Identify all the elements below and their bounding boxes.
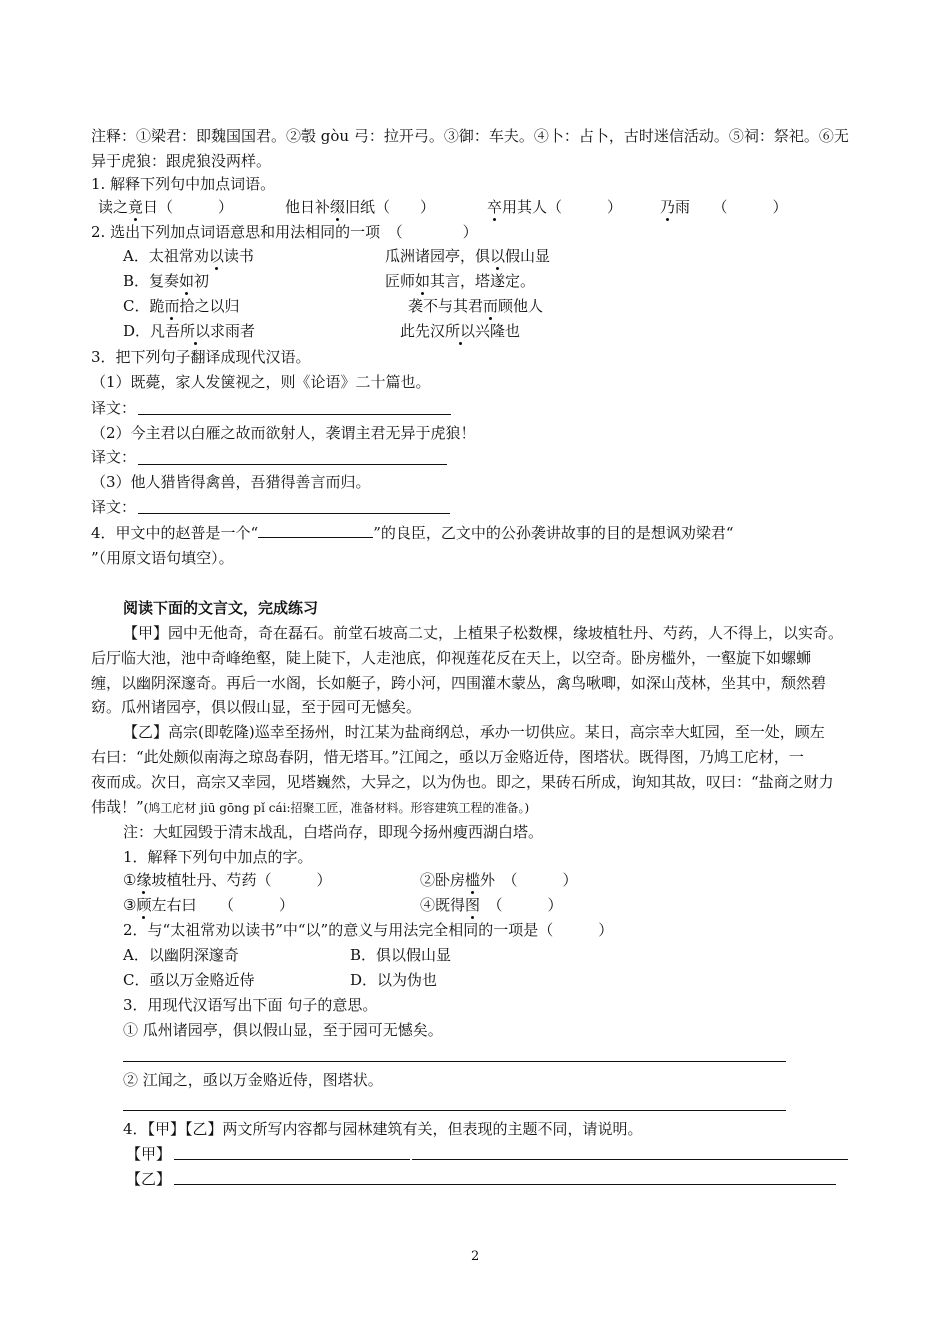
dotted-word: 缀 [330,198,346,216]
p1-q2-stem: 2. 选出下列加点词语意思和用法相同的一项 （ ） [91,223,478,241]
p2-q1-item-2: ②卧房槛外 （ ） [420,871,578,889]
p2-q3-stem: 3．用现代汉语写出下面 句子的意思。 [123,996,378,1014]
yi-gloss: (鸠工庀材 jiū gōng pǐ cái:招聚工匠，准备材料。形容建筑工程的准备。) [143,801,530,815]
yi-line-1: 【乙】高宗(即乾隆)巡幸至扬州，时江某为盐商纲总，承办一切供应。某日，高宗幸大虹园，至一处，顾左 [123,723,825,741]
p1-q1-item-3: 卒用其人（ ） [487,198,623,216]
yi-line-4: 伟哉！”(鸠工庀材 jiū gōng pǐ cái:招聚工匠，准备材料。形容建筑工程的准备。) [91,798,530,816]
section-heading: 阅读下面的文言文，完成练习 [123,599,319,617]
page-number: 2 [471,1249,480,1264]
footnote: 注：大虹园毁于清末战乱，白塔尚存，即现今扬州瘦西湖白塔。 [123,823,544,841]
answer-line[interactable] [412,1159,848,1160]
dotted-word: 竟 [128,198,144,216]
p2-q3-sentence-2: ② 江闻之，亟以万金赂近侍，图塔状。 [123,1071,383,1089]
answer-line[interactable] [174,1184,836,1185]
jia-line-3: 缠，以幽阴深邃奇。再后一水阁，长如艇子，跨小河，四围灌木蒙丛，禽鸟啾唧，如深山茂林，坐其中，颓然碧 [91,674,827,692]
p1-q3-sentence-3: （3）他人猎皆得禽兽，吾猎得善言而归。 [91,473,371,491]
p1-q2-option-a: A．太祖常劝以读书 [123,247,254,265]
answer-line[interactable] [138,513,450,514]
p1-q3-sentence-2: （2）今主君以白雁之故而欲射人，袭谓主君无异于虎狼！ [91,424,476,442]
p2-q3-sentence-1: ① 瓜州诸园亭，俱以假山显，至于园可无憾矣。 [123,1021,443,1039]
answer-line[interactable] [123,1110,786,1111]
p1-q4-line: 4．甲文中的赵普是一个“ ”的良臣，乙文中的公孙袭讲故事的目的是想讽劝梁君“ [91,524,734,542]
fill-blank [258,523,373,538]
yi-line-2: 右曰：“此处颇似南海之琼岛春阴，惜无塔耳。”江闻之，亟以万金赂近侍，图塔状。既得图，乃鸠工庀材，一 [91,748,804,766]
p1-q2-option-c: C．跪而拾之以归 [123,297,240,315]
translation-label-3: 译文： [91,498,137,516]
p2-q2-option-c: C．亟以万金赂近侍 [123,971,255,989]
dotted-word: 卒 [487,198,503,216]
p2-q2-option-a: A．以幽阴深邃奇 [123,946,239,964]
p1-q2-option-a-b: 瓜洲诸园亭，俱以假山显 [385,247,551,265]
notes-line-2: 异于虎狼：跟虎狼没两样。 [91,152,272,170]
p2-q4-stem: 4．【甲】【乙】两文所写内容都与园林建筑有关，但表现的主题不同，请说明。 [123,1120,643,1138]
p2-q2-option-b: B．俱以假山显 [350,946,452,964]
p1-q1-stem: 1. 解释下列句中加点词语。 [91,175,276,193]
p1-q3-sentence-1: （1）既薨，家人发箧视之，则《论语》二十篇也。 [91,373,431,391]
p1-q4-line-2: ”（用原文语句填空）。 [91,549,234,567]
answer-line[interactable] [174,1159,410,1160]
yi-line-3: 夜而成。次日，高宗又幸园，见塔巍然，大异之，以为伪也。即之，果砖石所成，询知其故，叹曰：“盐商之财力 [91,773,834,791]
p2-q2-option-d: D．以为伪也 [350,971,438,989]
jia-line-4: 窈。瓜州诸园亭，俱以假山显，至于园可无憾矣。 [91,698,422,716]
p1-q2-option-b-b: 匠师如其言，塔遂定。 [385,272,536,290]
jia-line-1: 【甲】园中无他奇，奇在磊石。前堂石坡高二丈，上植果子松数棵，缘坡植牡丹、芍药，人不得上，以实奇。 [123,624,844,642]
p2-q2-stem: 2．与“太祖常劝以读书”中“以”的意义与用法完全相同的一项是（ ） [123,921,614,939]
p2-q1-item-4: ④既得图 （ ） [420,896,563,914]
p1-q3-stem: 3．把下列句子翻译成现代汉语。 [91,348,311,366]
p1-q2-option-d-b: 此先汉所以兴隆也 [400,322,521,340]
p1-q2-option-d: D．凡吾所以求雨者 [123,322,256,340]
p2-q1-item-1: ①缘坡植牡丹、芍药（ ） [123,871,332,889]
p2-q4-jia-label: 【甲】 [126,1145,172,1163]
answer-line[interactable] [123,1061,786,1062]
translation-label-2: 译文： [91,448,137,466]
jia-line-2: 后厅临大池，池中奇峰绝壑，陡上陡下，人走池底，仰视莲花反在天上，以空奇。卧房槛外，一壑旋下如螺蛳 [91,649,812,667]
p1-q1-item-1: 读之竟日（ ） [98,198,234,216]
p1-q2-option-c-b: 袭不与其君而顾他人 [408,297,544,315]
answer-line[interactable] [138,464,447,465]
p1-q2-option-b: B．复奏如初 [123,272,210,290]
dotted-word: 乃 [660,198,676,216]
p2-q1-item-3: ③顾左右曰 （ ） [123,896,294,914]
p2-q1-stem: 1．解释下列句中加点的字。 [123,848,313,866]
translation-label-1: 译文： [91,399,137,417]
notes-line-1: 注释：①梁君：即魏国国君。②彀 gòu 弓：拉开弓。③御：车夫。④卜：占卜，古时迷信活动。⑤祠：祭祀。⑥无 [91,127,849,145]
p1-q1-item-2: 他日补缀旧纸（ ） [285,198,436,216]
p1-q1-item-4: 乃雨 （ ） [660,198,788,216]
answer-line[interactable] [138,414,451,415]
p2-q4-yi-label: 【乙】 [126,1170,172,1188]
